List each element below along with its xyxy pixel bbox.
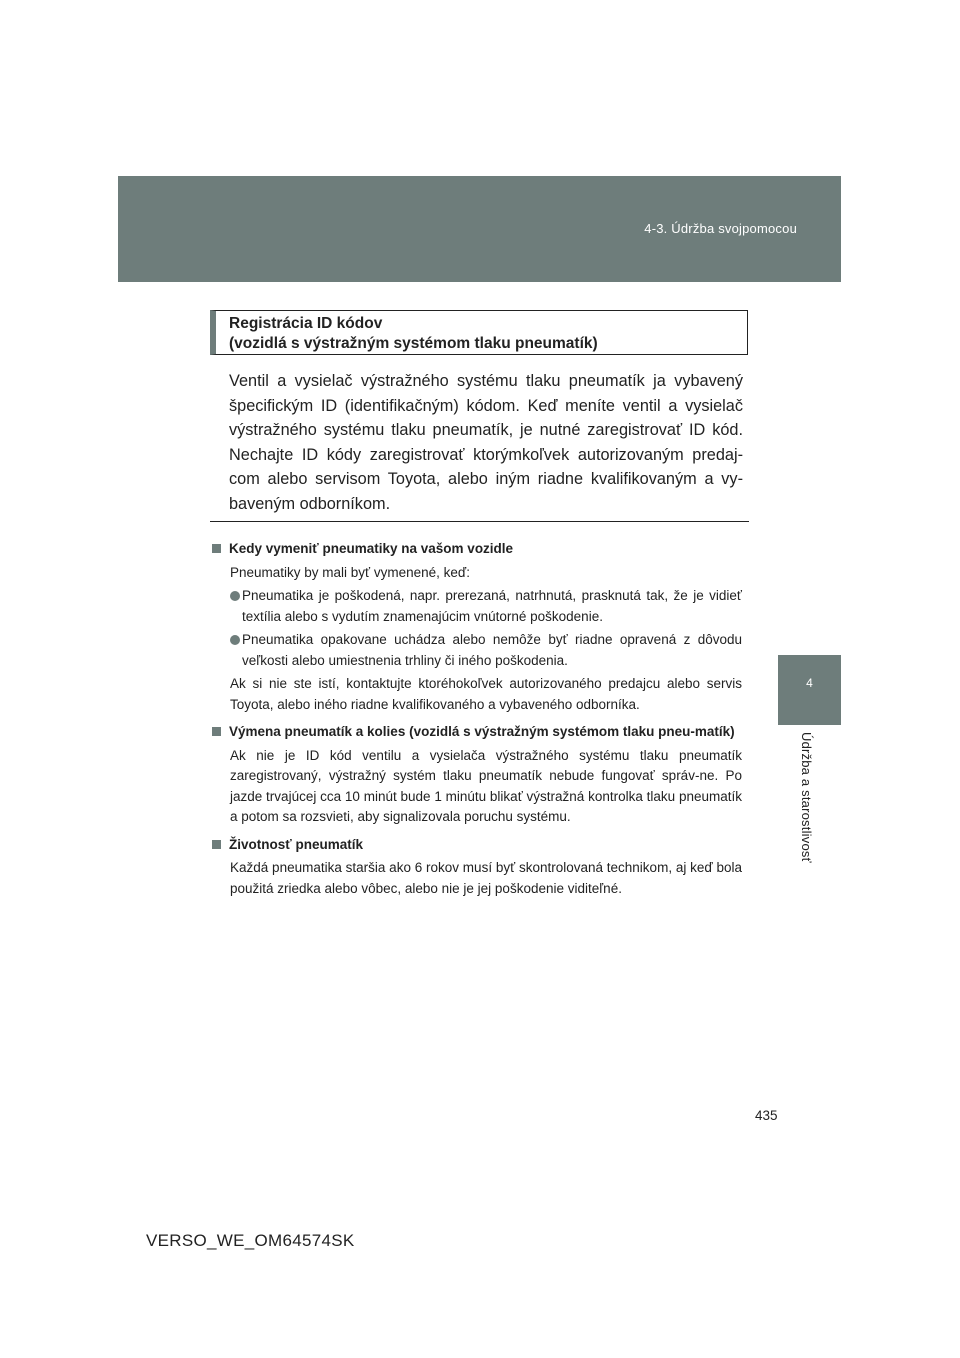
note-closing-text: Ak si nie ste istí, kontaktujte ktoréhokoľvek autorizovaného predajcu alebo servis Toyota, alebo iného riadne kvalifikovaného a vybaveného odborníka. bbox=[230, 676, 742, 712]
heading-line-1: Registrácia ID kódov bbox=[229, 315, 383, 332]
note-intro-text: Pneumatiky by mali byť vymenené, keď: bbox=[230, 564, 470, 580]
chapter-number: 4 bbox=[806, 676, 813, 690]
square-bullet-icon bbox=[212, 840, 221, 849]
list-item-text: Pneumatika opakovane uchádza alebo nemôže byť riadne opravená z dôvodu veľkosti alebo umiestnenia trhliny či iného poškodenia. bbox=[242, 632, 742, 668]
note-title-tire-lifespan bbox=[212, 835, 742, 856]
square-bullet-icon bbox=[212, 727, 221, 736]
intro-paragraph: Ventil a vysielač výstražného systému tlaku pneumatík ja vybavený špecifickým ID (identifikačným) kódom. Keď meníte ventil a vysielač výstražného systému tlaku pneumatík, je nutné zaregistrovať ID kód. Nechajte ID kódy zaregistrovať ktorýmkoľvek autorizovaným predaj-com alebo servisom Toyota, alebo iným riadne kvalifikovaným a vy-baveným odborníkom. bbox=[229, 372, 743, 513]
list-item-text: Pneumatika je poškodená, napr. prerezaná, natrhnutá, prasknutá tak, že je vidieť textília alebo s vydutím znamenajúcim vnútorné poškodenie. bbox=[242, 588, 742, 624]
circle-bullet-icon bbox=[230, 591, 240, 601]
note-body-text: Každá pneumatika staršia ako 6 rokov musí byť skontrolovaná technikom, aj keď bola použitá zriedka alebo vôbec, alebo nie je jej poškodenie viditeľné. bbox=[230, 860, 742, 896]
section-title: 4-3. Údržba svojpomocou bbox=[644, 221, 797, 236]
note-body-text: Ak nie je ID kód ventilu a vysielača výstražného systému tlaku pneumatík zaregistrovaný, výstražný systém tlaku pneumatík nebude fungovať správ-ne. Po jazde trvajúcej cca 10 minút bude 1 minútu blikať výstražná kontrolka tlaku pneumatík a potom sa rozsvieti, aby signalizovala poruchu systému. bbox=[230, 747, 742, 824]
boxed-heading bbox=[210, 310, 748, 355]
divider-rule bbox=[210, 521, 749, 522]
heading-line-2: (vozidlá s výstražným systémom tlaku pneumatík) bbox=[229, 334, 598, 352]
header-band bbox=[118, 176, 841, 282]
page-number: 435 bbox=[755, 1108, 778, 1123]
note-title-text: Kedy vymeniť pneumatiky na vašom vozidle bbox=[229, 541, 514, 556]
chapter-tab bbox=[778, 655, 841, 725]
chapter-label: Údržba a starostlivosť bbox=[799, 732, 814, 863]
list-item bbox=[230, 630, 742, 671]
note-title-tire-replacement bbox=[212, 539, 742, 560]
list-item bbox=[230, 586, 742, 627]
document-code: VERSO_WE_OM64574SK bbox=[146, 1231, 355, 1250]
notes-section bbox=[212, 539, 742, 902]
note-title-text: Výmena pneumatík a kolies (vozidlá s výstražným systémom tlaku pneu-matík) bbox=[229, 724, 735, 739]
note-title-tire-wheel-change bbox=[212, 722, 742, 743]
circle-bullet-icon bbox=[230, 635, 240, 645]
square-bullet-icon bbox=[212, 544, 221, 553]
note-title-text: Životnosť pneumatík bbox=[229, 836, 363, 852]
